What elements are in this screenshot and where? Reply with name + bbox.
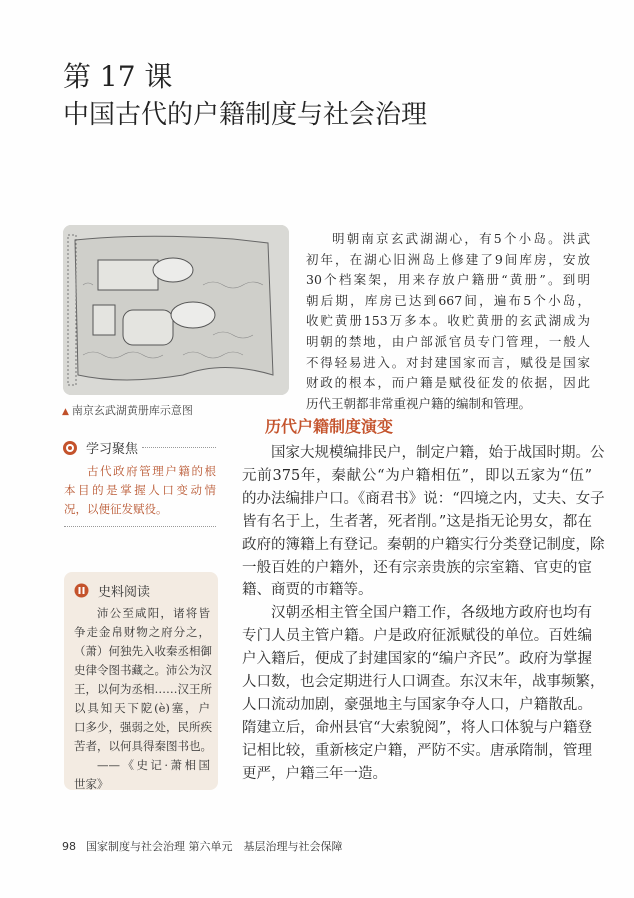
footer-text: 国家制度与社会治理 第六单元 基层治理与社会保障 <box>86 840 343 853</box>
text-line: 户入籍后，便成了封建国家的“编户齐民”。政府为掌握 <box>242 651 592 668</box>
text-line: 苦者，以何具得秦图书也。 <box>74 739 212 753</box>
text-line: 元前375年，秦献公“为户籍相伍”，即以五家为“伍” <box>242 467 592 484</box>
text-line: 汉朝丞相主管全国户籍工作，各级地方政府也均有 <box>271 605 592 622</box>
text-line: 沛公至咸阳，诸将皆 <box>97 606 210 620</box>
lesson-number: 第 17 课 <box>63 60 173 93</box>
book-icon <box>74 583 89 598</box>
text-line: 以具知天下阸(è)塞，户 <box>74 701 210 715</box>
text-line: 皆有名于上，生者著，死者削。”这是指无论男女，都在 <box>242 513 592 530</box>
text-line: 明朝南京玄武湖湖心，有5个小岛。洪武 <box>332 231 590 246</box>
text-line: 专门人员主管户籍。户是政府征派赋役的单位。百姓编 <box>242 628 592 645</box>
citation-line: 世家》 <box>74 777 109 791</box>
text-line: 政府的簿籍上有登记。秦朝的户籍实行分类登记制度，除 <box>242 536 605 553</box>
text-line: 籍、商贾的市籍等。 <box>242 582 373 599</box>
text-line: 本目的是掌握人口变动情 <box>64 483 216 497</box>
learning-focus-header <box>62 438 138 457</box>
text-line: （萧）何独先入收秦丞相御 <box>74 644 212 658</box>
citation-line: ——《史记·萧相国 <box>97 758 210 772</box>
text-line: 国家大规模编排民户，制定户籍，始于战国时期。公 <box>271 445 605 461</box>
page-number: 98 <box>62 840 76 853</box>
text-line: 历代王朝都非常重视户籍的编制和管理。 <box>306 395 532 411</box>
triangle-icon: ▲ <box>62 407 69 417</box>
text-line: 的办法编排户口。《商君书》说：“四境之内，丈夫、女子 <box>242 490 605 507</box>
lesson-title: 中国古代的户籍制度与社会治理 <box>63 100 428 130</box>
text-line: 争走金帛财物之府分之， <box>74 625 210 639</box>
learning-focus-title: 学习聚焦 <box>86 442 139 457</box>
text-line: 一般百姓的户籍外，还有宗亲贵族的宗室籍、官吏的宦 <box>242 559 592 576</box>
source-reading-text <box>74 604 210 794</box>
text-line: 人口流动加剧，豪强地主与国家争夺人口，户籍散乱。 <box>242 696 592 713</box>
intro-paragraph <box>306 229 590 414</box>
source-reading-title: 史料阅读 <box>98 585 151 600</box>
source-reading-header <box>74 581 150 600</box>
page-footer <box>62 838 343 854</box>
text-line: 口多少，强弱之处，民所疾 <box>74 720 212 734</box>
divider <box>64 526 216 527</box>
text-line: 30个档案架，用来存放户籍册“黄册”。到明 <box>306 272 590 288</box>
text-line: 更严，户籍三年一造。 <box>242 765 387 782</box>
divider <box>142 447 216 448</box>
text-line: 人口数，也会定期进行人口调查。东汉末年，战事频繁， <box>242 674 605 691</box>
caption-text: 南京玄武湖黄册库示意图 <box>71 404 193 417</box>
figure-caption <box>62 402 193 418</box>
text-line: 财政的根本，而户籍是赋役征发的依据，因此 <box>306 375 590 391</box>
text-line: 收贮黄册153万多本。收贮黄册的玄武湖成为 <box>306 313 590 329</box>
text-line: 王，以何为丞相……汉王所 <box>74 682 212 696</box>
text-line: 明朝的禁地，由户部派官员专门管理，一般人 <box>306 333 590 349</box>
target-icon <box>62 440 78 456</box>
text-line: 记相比较，重新核定户籍，严防不实。唐承隋制，管理 <box>242 742 592 759</box>
section-body <box>242 442 605 786</box>
yellow-register-archive-map-image <box>63 225 289 395</box>
text-line: 史律令图书藏之。沛公为汉 <box>74 663 212 677</box>
text-line: 初年，在湖心旧洲岛上修建了9间库房，安放 <box>306 251 590 267</box>
section-heading: 历代户籍制度演变 <box>265 417 394 436</box>
learning-focus-text <box>64 462 216 519</box>
text-line: 况，以便征发赋役。 <box>64 502 168 516</box>
text-line: 古代政府管理户籍的根 <box>87 464 216 478</box>
text-line: 隋建立后，命州县官“大索貌阅”，将人口体貌与户籍登 <box>242 719 592 736</box>
text-line: 不得轻易进入。对封建国家而言，赋役是国家 <box>306 354 590 370</box>
text-line: 朝后期，库房已达到667间，遍布5个小岛， <box>306 292 590 308</box>
